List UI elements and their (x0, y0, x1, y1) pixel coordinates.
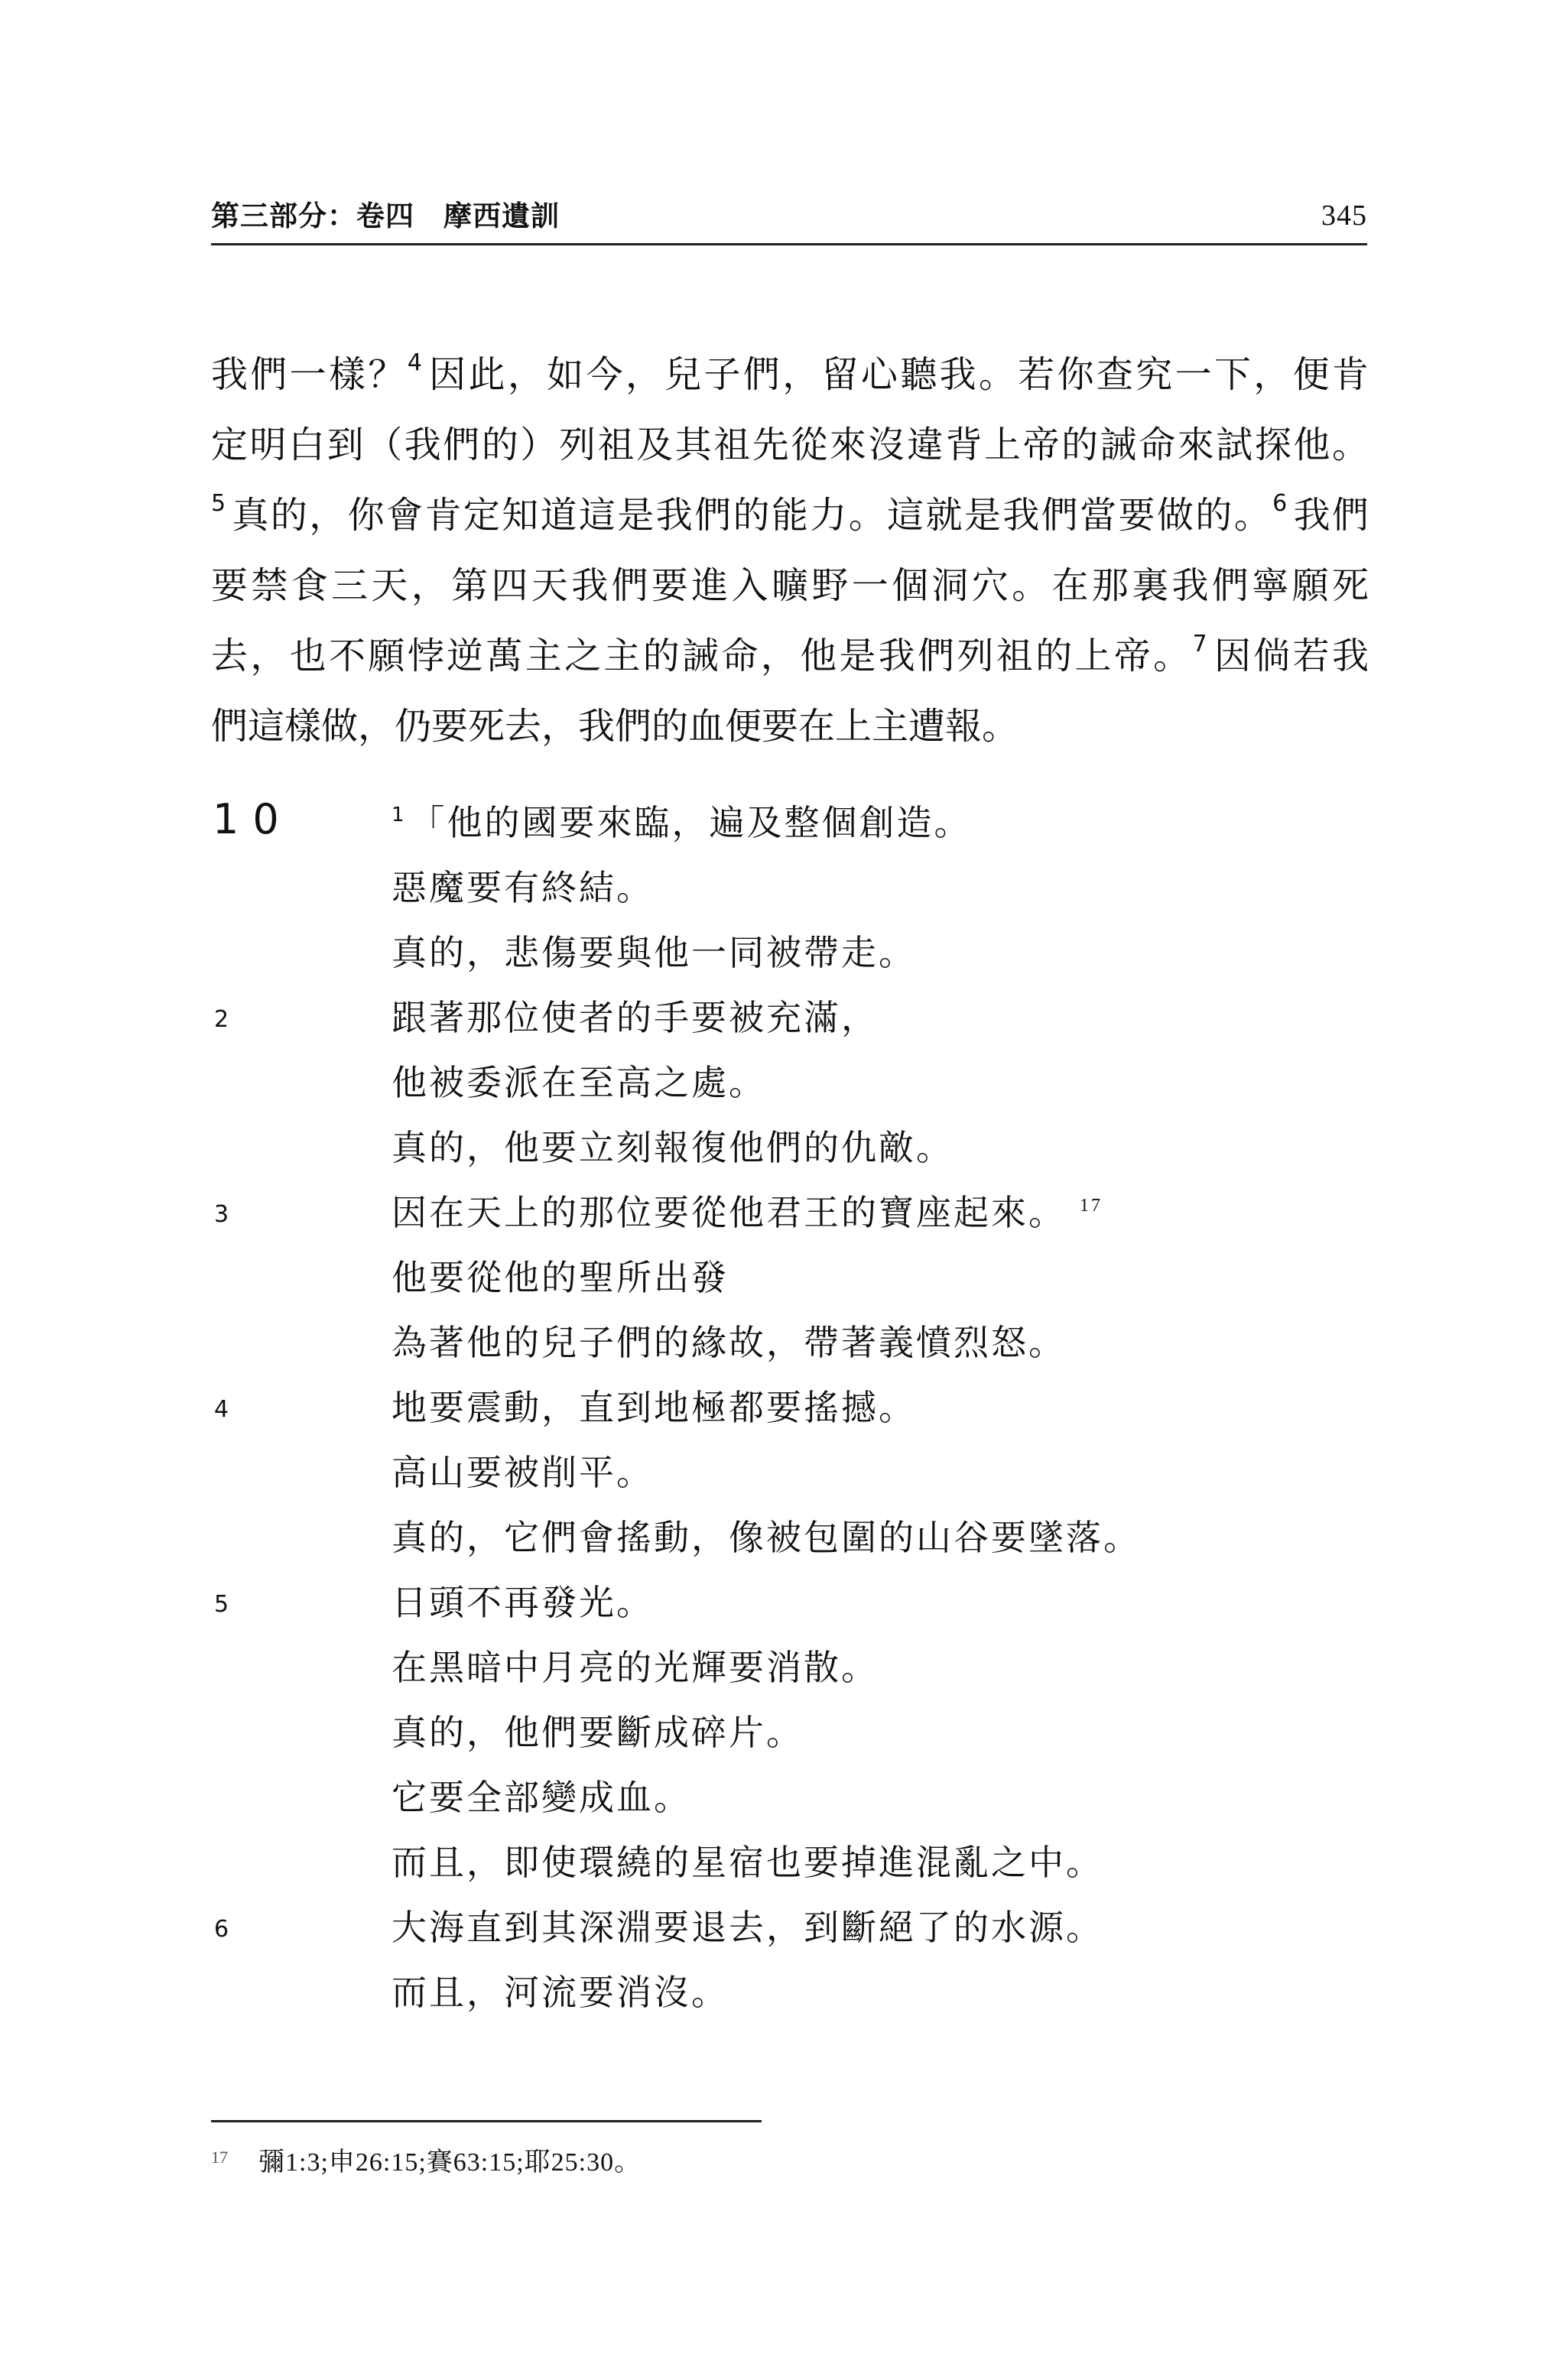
poem-line (0, 856, 1566, 921)
poem-line-text: 他被委派在至高之處。 (392, 1062, 766, 1103)
poem-line-text: 「他的國要來臨，遍及整個創造。 (409, 802, 972, 843)
poem-line (0, 985, 1566, 1050)
header-rule (211, 243, 1367, 245)
prose-line (211, 339, 1369, 410)
poem-line-text: 它要全部變成血。 (392, 1777, 691, 1818)
poem-text (392, 1700, 804, 1765)
poem-line (0, 1375, 1566, 1440)
poem-text (392, 985, 879, 1050)
poem-line-text: 因在天上的那位要從他君王的寶座起來。 (392, 1192, 1066, 1233)
page-number: 345 (1321, 200, 1367, 232)
verse-number: 5 (211, 490, 226, 517)
poem-text (392, 1830, 1103, 1895)
prose-line (211, 480, 1369, 550)
poem-line-text: 地要震動，直到地極都要搖撼。 (392, 1387, 916, 1428)
footnote-text: 彌1:3;申26:15;賽63:15;耶25:30。 (258, 2148, 642, 2177)
poem-text (392, 921, 916, 985)
verse-number: 1 (392, 804, 407, 826)
poem-line (0, 1960, 1566, 2025)
poem-text (392, 1115, 954, 1180)
poem-line (0, 1310, 1566, 1375)
poem-line-text: 而且，河流要消沒。 (392, 1972, 729, 2013)
poem-line-text: 真的，他要立刻報復他們的仇敵。 (392, 1127, 954, 1168)
verse-number: 6 (1272, 490, 1288, 517)
prose-line (211, 691, 1369, 761)
poem-line (0, 1180, 1566, 1245)
poem-text (392, 1245, 729, 1310)
prose-line (211, 550, 1369, 621)
verse-number: 6 (214, 1916, 229, 1943)
chapter-number: 10 (213, 795, 293, 843)
poem-line-text: 他要從他的聖所出發 (392, 1257, 729, 1298)
footnote-rule (211, 2120, 762, 2122)
poem-line-text: 而且，即使環繞的星宿也要掉進混亂之中。 (392, 1842, 1103, 1883)
poem-text (392, 1765, 691, 1830)
prose-line (211, 621, 1369, 691)
poem-line (0, 1440, 1566, 1505)
poem-text (392, 1960, 729, 2025)
poem-line-text: 跟著那位使者的手要被充滿， (392, 997, 879, 1038)
poem-line-text: 高山要被削平。 (392, 1452, 654, 1493)
poem-line (0, 1570, 1566, 1635)
prose-line (211, 410, 1369, 480)
poem-text (392, 1375, 916, 1440)
footnote-reference: 17 (1080, 1196, 1103, 1216)
running-head (211, 190, 1367, 243)
prose-text: 真的，你會肯定知道這是我們的能力。這就是我們當要做的。 (230, 494, 1273, 537)
poem-line (0, 1700, 1566, 1765)
prose-text: 去，也不願悖逆萬主之主的誡命，他是我們列祖的上帝。 (211, 635, 1193, 677)
poem-line-text: 真的，悲傷要與他一同被帶走。 (392, 932, 916, 973)
poem-line (0, 1830, 1566, 1895)
prose-text: 因倘若我 (1211, 635, 1369, 677)
poem-line-text: 日頭不再發光。 (392, 1582, 654, 1623)
verse-number: 7 (1192, 631, 1207, 658)
poem-line (0, 1245, 1566, 1310)
poem-text (392, 1635, 879, 1700)
verse-number: 5 (214, 1591, 229, 1618)
poem-line (0, 1635, 1566, 1700)
verse-number: 4 (407, 349, 422, 376)
poem-line-text: 真的，他們要斷成碎片。 (392, 1712, 804, 1753)
prose-text: 我們一樣？ (211, 353, 408, 396)
poem-line (0, 791, 1566, 856)
footnote (211, 2141, 641, 2178)
verse-number: 3 (214, 1201, 229, 1228)
footnote-number: 17 (211, 2148, 228, 2167)
prose-text: 們這樣做，仍要死去，我們的血便要在上主遭報。 (211, 705, 1019, 748)
poem-line-text: 真的，它們會搖動，像被包圍的山谷要墜落。 (392, 1517, 1141, 1558)
poem-text (392, 1050, 766, 1115)
verse-number: 4 (214, 1396, 229, 1423)
poem-line-text: 惡魔要有終結。 (392, 867, 654, 908)
prose-paragraph (211, 339, 1369, 761)
poem-line-text: 在黑暗中月亮的光輝要消散。 (392, 1647, 879, 1688)
poem-line (0, 1765, 1566, 1830)
prose-text: 要禁食三天，第四天我們要進入曠野一個洞穴。在那裏我們寧願死 (211, 564, 1369, 607)
running-head-title: 第三部分：卷四 摩西遺訓 (211, 200, 560, 232)
poem-text (392, 1570, 654, 1635)
prose-text: 定明白到（我們的）列祖及其祖先從來沒違背上帝的誡命來試探他。 (211, 424, 1369, 466)
verse-number: 2 (214, 1006, 229, 1033)
poem-text (392, 1440, 654, 1505)
poem-block (0, 791, 1566, 2025)
poem-line (0, 1505, 1566, 1570)
poem-line-text: 為著他的兒子們的緣故，帶著義憤烈怒。 (392, 1322, 1066, 1363)
poem-line (0, 1895, 1566, 1960)
poem-text (392, 791, 972, 856)
prose-text: 因此，如今，兒子們，留心聽我。若你查究一下，便肯 (426, 353, 1369, 396)
poem-line-text: 大海直到其深淵要退去，到斷絕了的水源。 (392, 1907, 1103, 1948)
poem-text (392, 1505, 1141, 1570)
poem-text (392, 856, 654, 921)
poem-text (392, 1310, 1066, 1375)
poem-line (0, 1115, 1566, 1180)
poem-line (0, 921, 1566, 985)
poem-text (392, 1895, 1103, 1960)
prose-text: 我們 (1291, 494, 1369, 537)
poem-text (392, 1180, 1103, 1245)
poem-line (0, 1050, 1566, 1115)
